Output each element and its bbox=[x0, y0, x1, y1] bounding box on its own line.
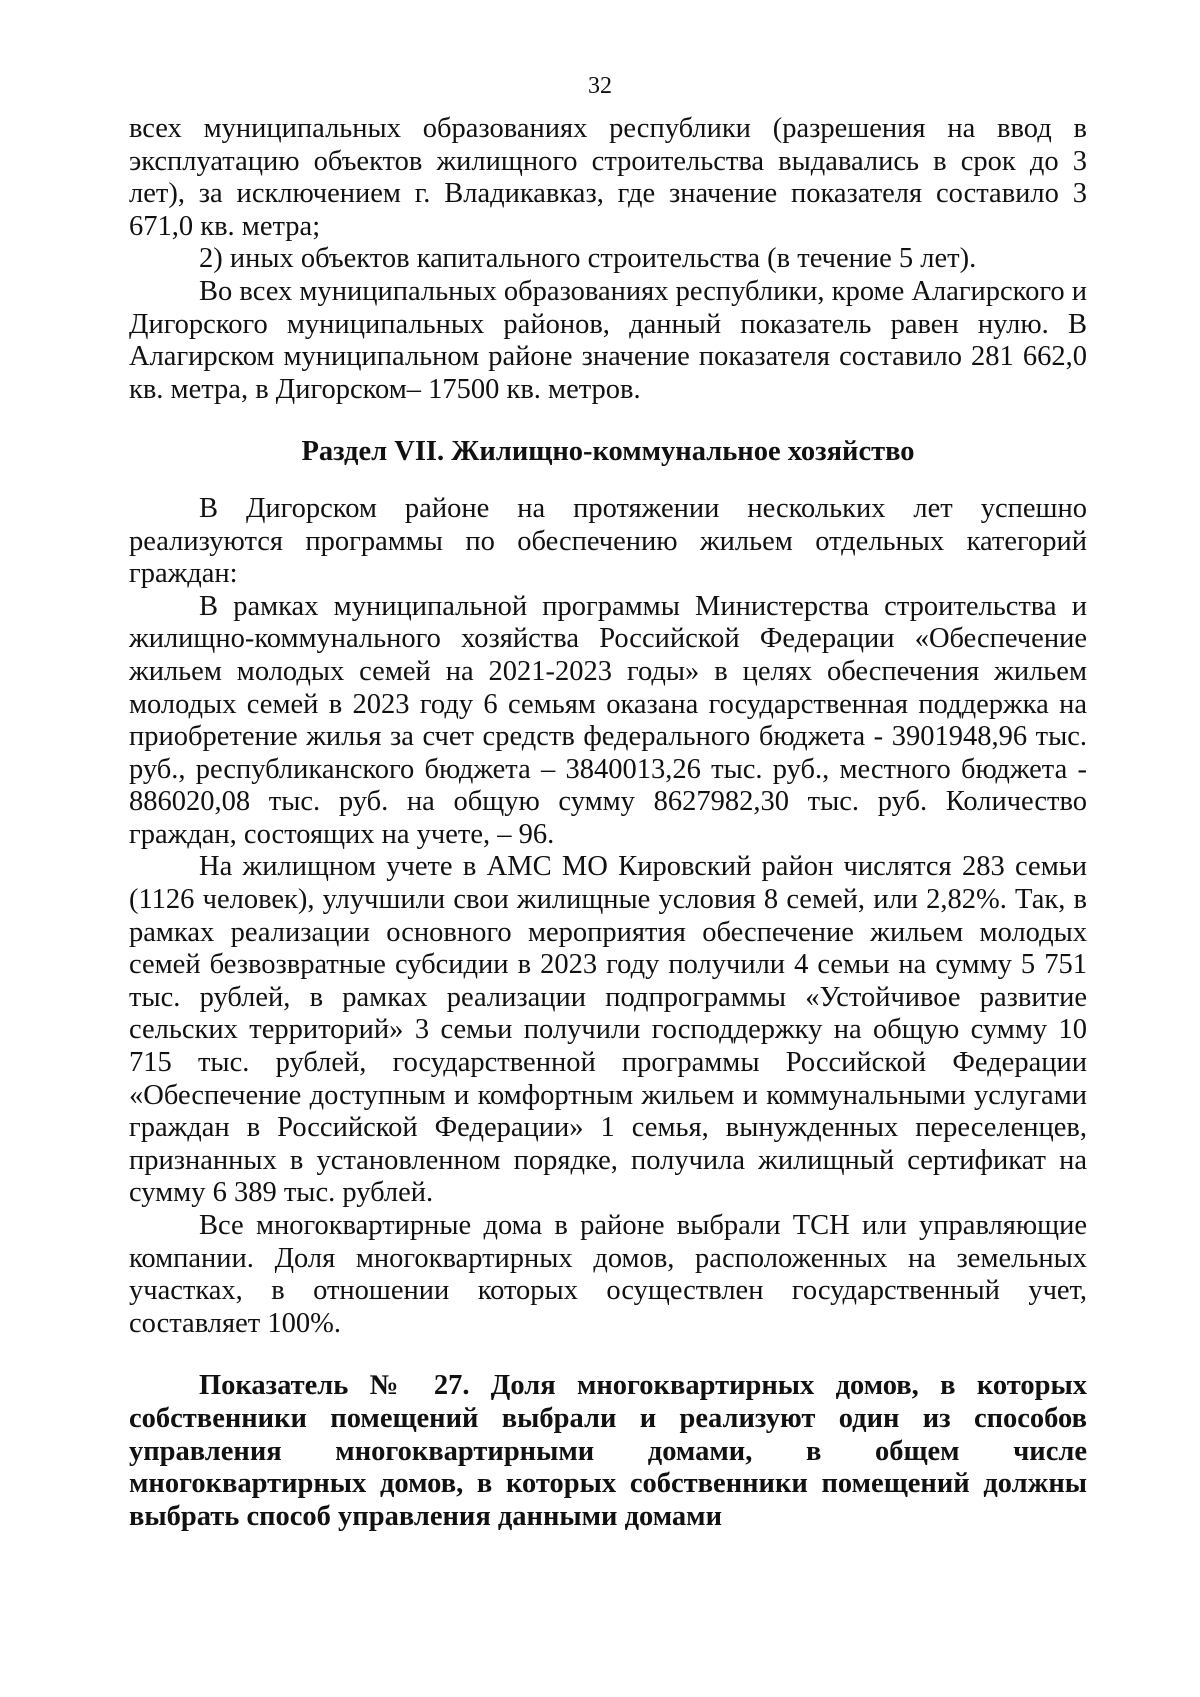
document-body bbox=[129, 113, 1087, 1533]
paragraph: Во всех муниципальных образованиях республики, кроме Алагирского и Дигорского муниципальных районов, данный показатель равен нулю. В Алагирском муниципальном районе значение показателя составило 281 662,0 кв. метра, в Дигорском– 17500 кв. метров. bbox=[129, 275, 1087, 405]
paragraph-continuation: всех муниципальных образованиях республики (разрешения на ввод в эксплуатацию объектов жилищного строительства выдавались в срок до 3 лет), за исключением г. Владикавказ, где значение показателя составило 3 671,0 кв. метра; bbox=[129, 113, 1087, 242]
paragraph: На жилищном учете в АМС МО Кировский район числятся 283 семьи (1126 человек), улучшили свои жилищные условия 8 семей, или 2,82%. Так, в рамках реализации основного мероприятия обеспечение жильем молодых семей безвозвратные субсидии в 2023 году получили 4 семьи на сумму 5 751 тыс. рублей, в рамках реализации подпрограммы «Устойчивое развитие сельских территорий» 3 семьи получили господдержку на общую сумму 10 715 тыс. рублей, государственной программы Российской Федерации «Обеспечение доступным и комфортным жильем и коммунальными услугами граждан в Российской Федерации» 1 семья, вынужденных переселенцев, признанных в установленном порядке, получила жилищный сертификат на сумму 6 389 тыс. рублей. bbox=[129, 851, 1087, 1209]
page-number: 32 bbox=[588, 73, 612, 99]
indicator-heading: Показатель № 27. Доля многоквартирных домов, в которых собственники помещений выбрали и реализуют один из способов управления многоквартирными домами, в общем числе многоквартирных домов, в которых собственники помещений должны выбрать способ управления данными домами bbox=[129, 1370, 1087, 1532]
paragraph: В рамках муниципальной программы Министерства строительства и жилищно-коммунального хозяйства Российской Федерации «Обеспечение жильем молодых семей на 2021-2023 годы» в целях обеспечения жильем молодых семей в 2023 году 6 семьям оказана государственная поддержка на приобретение жилья за счет средств федерального бюджета - 3901948,96 тыс. руб., республиканского бюджета – 3840013,26 тыс. руб., местного бюджета - 886020,08 тыс. руб. на общую сумму 8627982,30 тыс. руб. Количество граждан, состоящих на учете, – 96. bbox=[129, 590, 1087, 850]
paragraph: Все многоквартирные дома в районе выбрали ТСН или управляющие компании. Доля многоквартирных домов, расположенных на земельных участках, в отношении которых осуществлен государственный учет, составляет 100%. bbox=[129, 1210, 1087, 1339]
section-heading: Раздел VII. Жилищно-коммунальное хозяйство bbox=[301, 436, 915, 468]
paragraph-list-item: 2) иных объектов капитального строительства (в течение 5 лет). bbox=[199, 243, 977, 275]
paragraph: В Дигорском районе на протяжении нескольких лет успешно реализуются программы по обеспечению жильем отдельных категорий граждан: bbox=[129, 492, 1087, 590]
